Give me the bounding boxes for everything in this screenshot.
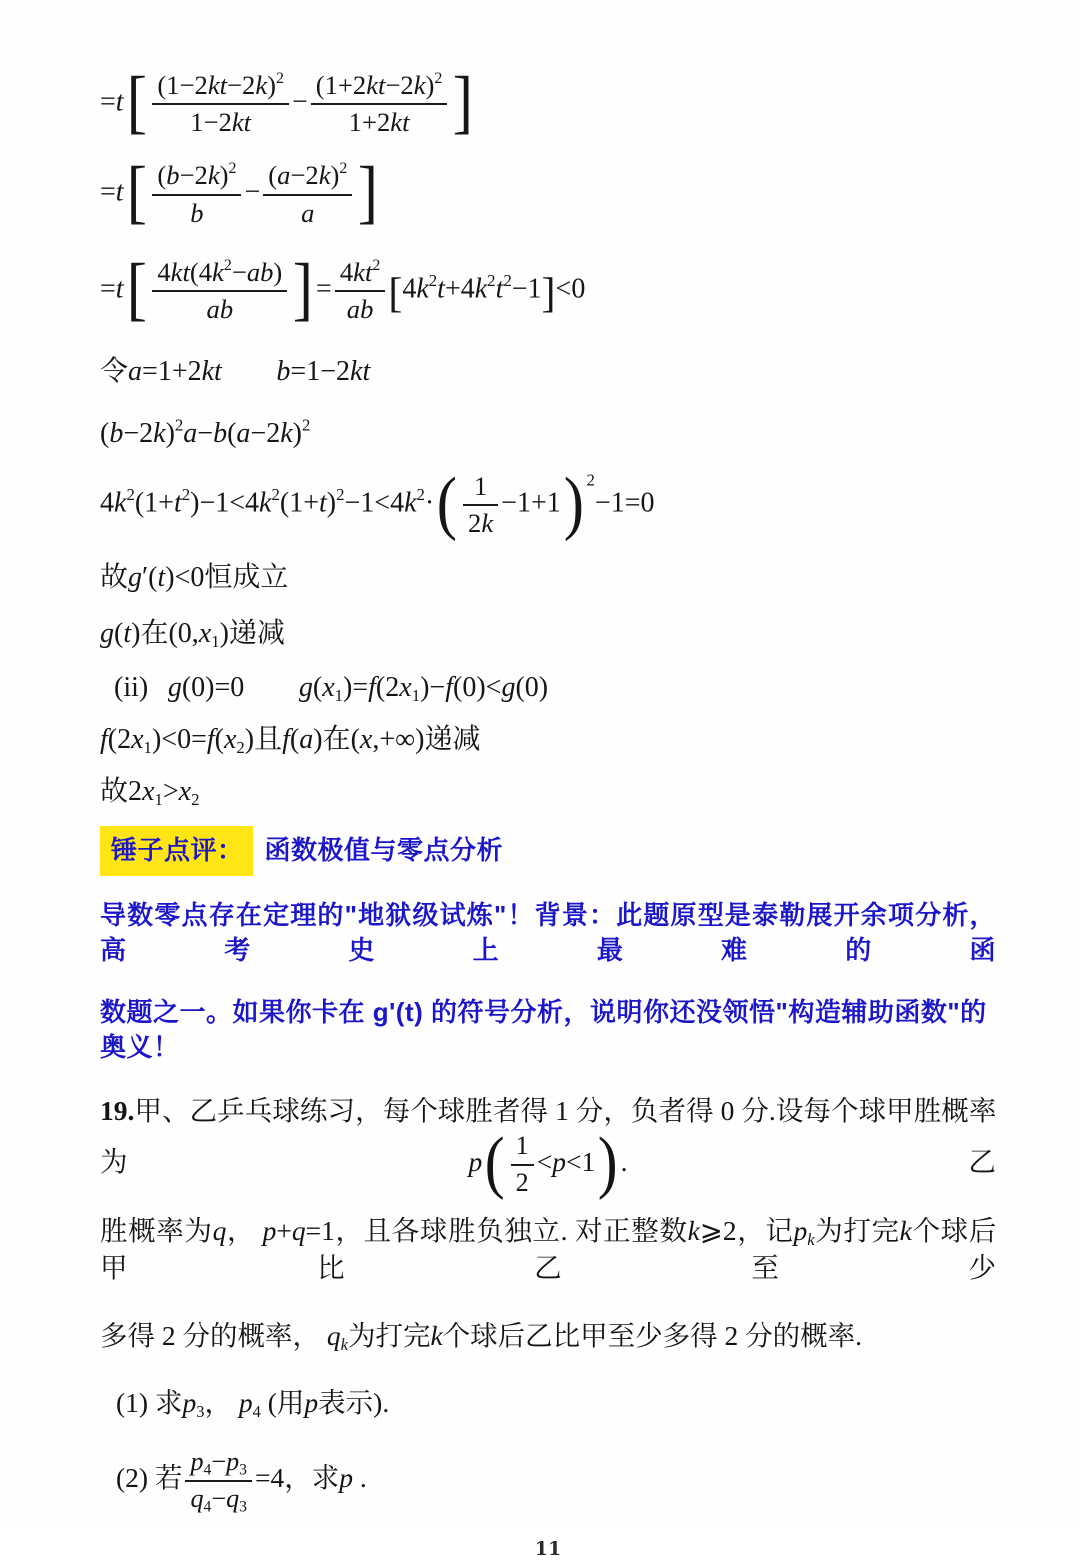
equation-line: g(t)在$(0,x_1)$递减	[100, 618, 285, 652]
equation-line: =t[ $\frac{(1-2kt-2k)^2}{1-2kt}$ − $\frac{(1+2kt-2k)^2}{1+2kt}$ ]	[100, 61, 474, 141]
commentary-section	[100, 826, 996, 1064]
solution-section	[100, 61, 996, 810]
comment-title: 函数极值与零点分析	[264, 835, 504, 866]
problem-text-line: 胜概率为q， p+q=1，且各球胜负独立. 对正整数k⩾2，记$p_k$为打完k个球后甲比乙至少	[100, 1215, 997, 1284]
problem-19-section	[100, 1092, 996, 1516]
problem-text-line: (1) 求$p_3$， $p_4$ (用p表示).	[116, 1386, 390, 1421]
equation-line: =t[ $\frac{4kt(4k^2-ab)}{ab}$ ]= $\frac{4kt^2}{ab}$ $[4k^2t+4k^2t^2-1]<0$	[100, 248, 586, 328]
page-footer	[100, 1538, 996, 1560]
page-number: 11	[534, 1538, 562, 1560]
problem-text-line: 多得 2 分的概率， $q_k$为打完k个球后乙比甲至少多得 2 分的概率.	[100, 1319, 863, 1354]
comment-body	[100, 898, 996, 1065]
equation-line: $f(2x_1)<0=f(x_2)$且f(a)在(x,+∞)递减	[100, 723, 481, 757]
equation-line: 令a=1+2kt b=1−2kt	[100, 356, 371, 388]
comment-header	[100, 826, 996, 875]
comment-label: 锤子点评：	[100, 826, 253, 875]
equation-line: $(b-2k)^2a-b(a-2k)^2$	[100, 415, 311, 450]
comment-body-line: 数题之一。如果你卡在 g'(t) 的符号分析，说明你还没领悟"构造辅助函数"的奥义！	[100, 996, 987, 1062]
equation-line: $4k^2(1+t^2)-1<4k^2(1+t)^2-1<4k^2\cdot$( $\frac{1}{2k}$ −1+1) $^2$−1=0	[100, 462, 655, 542]
equation-line: 故g′(t)<0恒成立	[100, 562, 289, 594]
solution-lines	[100, 61, 996, 810]
equation-line: =t[ $\frac{(b-2k)^2}{b}$ − $\frac{(a-2k)^2}{a}$ ]	[100, 152, 379, 232]
problem-text-line: (2) 若 $\frac{p_4-p_3}{q_4-q_3}$ =4，求p .	[116, 1446, 367, 1516]
comment-body-line: 导数零点存在定理的"地狱级试炼"！背景：此题原型是泰勒展开余项分析，高考史上最难的函	[100, 899, 996, 965]
equation-line: (ii) g(0)=0 $g(x_1)=f(2x_1)-f(0)<g(0)$	[114, 672, 549, 706]
equation-line: 故$2x_1>x_2$	[100, 775, 200, 809]
problem-text-line: 19.甲、乙乒乓球练习，每个球胜者得 1 分，负者得 0 分.设每个球甲胜概率为p( $\frac{1}{2}$ <p<1) .乙	[100, 1094, 997, 1201]
problem-lines	[100, 1092, 996, 1516]
